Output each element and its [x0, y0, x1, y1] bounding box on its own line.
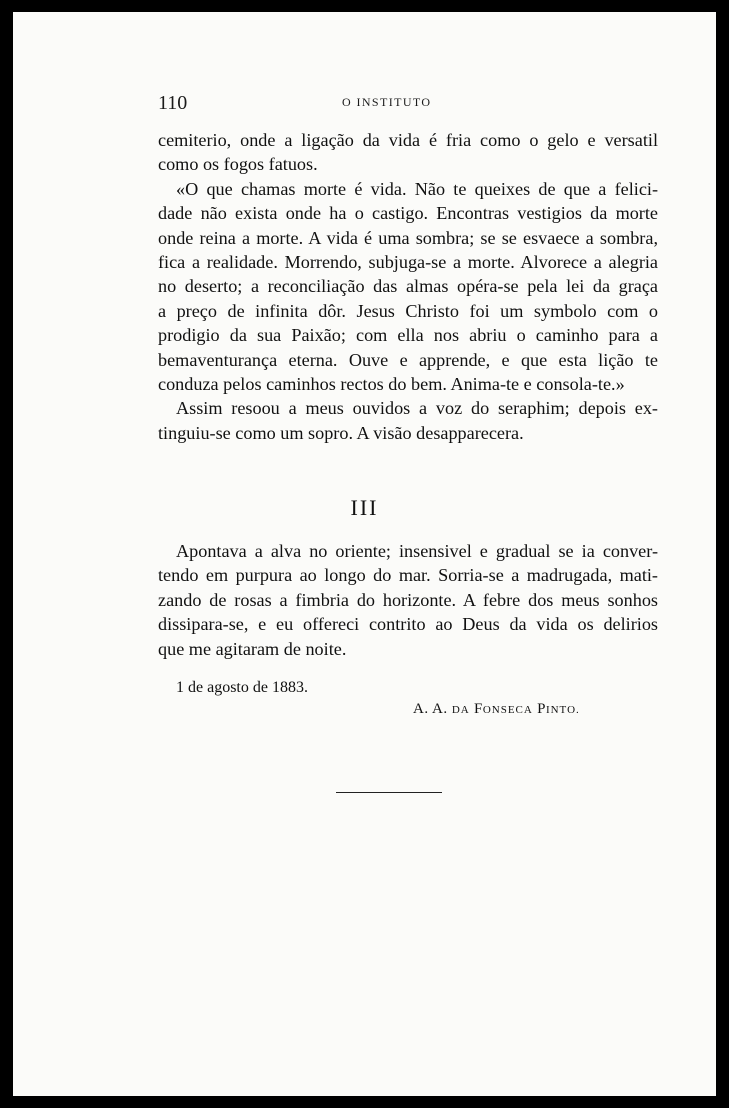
text-line: prodigio da sua Paixão; com ella nos abriu o caminho para a — [158, 325, 658, 346]
signature-f: F — [473, 701, 483, 717]
page-number: 110 — [158, 92, 188, 114]
end-rule — [336, 792, 442, 793]
dateline: 1 de agosto de 1883. — [176, 679, 308, 696]
body-text-bottom — [158, 539, 658, 661]
text-line: zando de rosas a fimbria do horizonte. A febre dos meus sonhos — [158, 589, 658, 610]
text-line: dade não exista onde ha o castigo. Encontras vestigios da morte — [158, 203, 658, 224]
text-line: cemiterio, onde a ligação da vida é fria como o gelo e versatil — [158, 130, 658, 150]
text-line: fica a realidade. Morrendo, subjuga-se a morte. Alvorece a alegria — [158, 252, 658, 273]
text-line: no deserto; a reconciliação das almas opéra-se pela lei da graça — [158, 276, 658, 297]
text-line: Apontava a alva no oriente; insensivel e gradual se ia conver- — [176, 541, 658, 561]
author-signature — [413, 701, 580, 718]
text-line: a preço de infinita dôr. Jesus Christo foi um symbolo com o — [158, 300, 658, 321]
text-line: como os fogos fatuos. — [158, 154, 318, 175]
signature-particle: DA — [451, 704, 470, 716]
text-line: bemaventurança eterna. Ouve e apprende, e que esta lição te — [158, 349, 658, 370]
text-line: que me agitaram de noite. — [158, 638, 347, 659]
text-line: tendo em purpura ao longo do mar. Sorria-se a madrugada, mati- — [158, 565, 658, 586]
signature-p: P — [537, 701, 546, 717]
text-line: «O que chamas morte é vida. Não te queixes de que a felici- — [176, 178, 658, 199]
signature-into: INTO. — [545, 704, 580, 716]
text-line: onde reina a morte. A vida é uma sombra; se se esvaece a sombra, — [158, 227, 658, 248]
journal-title: O INSTITUTO — [342, 95, 432, 109]
text-line: Assim resoou a meus ouvidos a voz do seraphim; depois ex- — [176, 398, 658, 419]
text-line: conduza pelos caminhos rectos do bem. Anima-te e consola-te.» — [158, 374, 625, 395]
section-number: III — [350, 495, 379, 520]
signature-initials: A. A. — [413, 701, 448, 717]
running-head — [158, 92, 653, 116]
body-text-top — [158, 128, 658, 445]
text-line: tinguiu-se como um sopro. A visão desapparecera. — [158, 422, 524, 443]
signature-onseca: ONSECA — [482, 704, 533, 716]
book-page — [13, 12, 716, 1096]
text-line: dissipara-se, e eu offereci contrito ao Deus da vida os delirios — [158, 614, 658, 635]
